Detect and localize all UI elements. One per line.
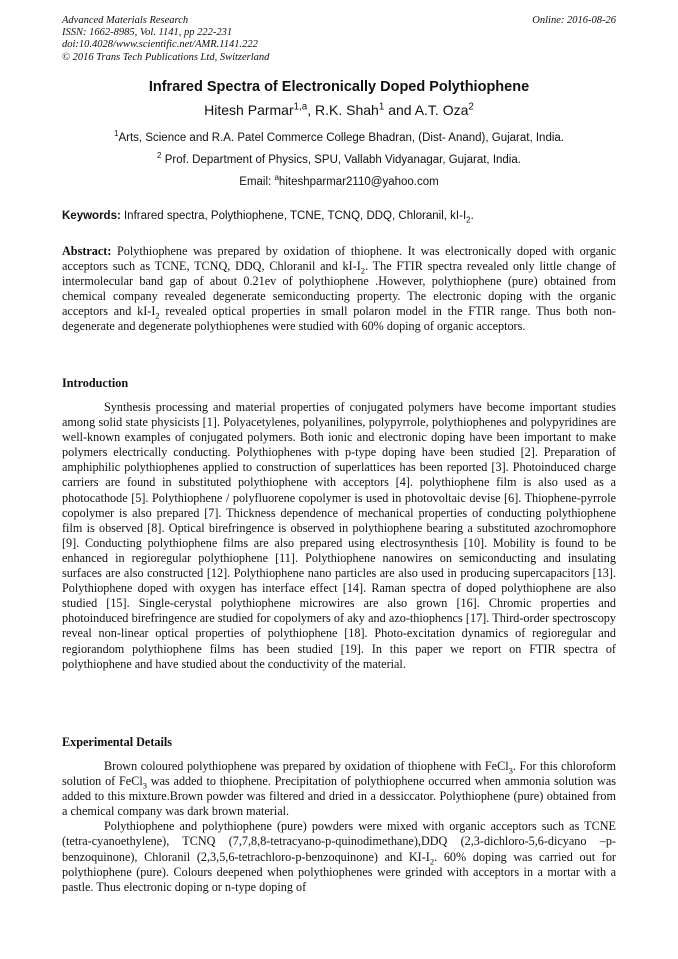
abstract-subscript: 2	[360, 265, 366, 276]
experimental-heading: Experimental Details	[62, 735, 173, 749]
doi-line: doi:10.4028/www.scientific.net/AMR.1141.222	[62, 39, 258, 51]
email-prefix: Email:	[239, 176, 275, 188]
affiliation-mark: 2	[157, 151, 162, 161]
author-name: Hitesh Parmar	[204, 102, 294, 118]
paper-title: Infrared Spectra of Electronically Doped Polythiophene	[148, 79, 530, 95]
author-separator: ,	[307, 102, 316, 118]
keywords-label: Keywords:	[62, 210, 121, 222]
journal-header	[62, 15, 442, 64]
affiliation-text: Prof. Department of Physics, SPU, Vallabh Vidyanagar, Gujarat, India.	[161, 154, 521, 166]
introduction-paragraph: Synthesis processing and material properties of conjugated polymers have become important studies among solid state physicists [1]. Polyacetylenes, polyanilines, polypyrrole, polythiophenes and polypyridines are well-known examples of conjugated polymers. Both ionic and electronic doping have been important to make polymers electrically conducting. Polythiophenes with p-type doping have been studied [2]. Preparation of amphiphilic polythiophenes applied to construction of superlattices has been reported [3]. Photoinduced charge carriers are found in substituted polythiophene with acceptors [4]. polythiophene film is also used as a photocathode [5]. Polythiophene / polyfluorene copolymer is used in photovoltaic devise [6]. Thiophene-pyrrole copolymer is also prepared [7]. Thickness dependence of mechanical properties of conducting polythiophene film is observed [8]. Optical birefringence is observed in polythiophene bearing a substituted azochromophore [9]. Conducting polythiophene films are also prepared using electrosynthesis [10]. Mobility is found to be enhanced in regioregular polythiophene [11]. Polythiophene nanowires on semiconducting and insulating surfaces are also constructed [12]. Polythiophene nano particles are also used in producing supercapacitors [13]. Polythiophene doped with oxygen has interface effect [14]. Raman spectra of doped polythiophene are also studied [15]. Single-cerystal polythiophene microwires are also grown [16]. Chromic properties and photoinduced birefringence are studied for copolymers of aky and azo-thiophencs [17]. Third-order spectroscopy reveal non-linear optical properties of polythiophene [18]. Photo-excitation dynamics of regioregular and regiorandom polythiophene films has been studied [19]. In this paper we report on FTIR spectra of polythiophene and have studied about the conductivity of the material.	[62, 400, 616, 671]
chemical-subscript: 3	[508, 765, 513, 776]
journal-name: Advanced Materials Research	[62, 15, 189, 26]
experimental-section	[62, 759, 616, 895]
author-email	[62, 175, 616, 189]
keywords-end: .	[470, 210, 474, 222]
abstract-subscript: 2	[155, 310, 160, 321]
experimental-paragraph-2	[62, 819, 616, 894]
author-separator: and	[384, 102, 415, 118]
abstract-text: revealed optical properties in small polaron model in the FTIR range. Thus both non-degenerate and degenerate polythiophenes were studied with 60% doping of organic acceptors.	[62, 304, 616, 334]
author-name: A.T. Oza	[414, 102, 469, 118]
abstract-text: Polythiophene was prepared by oxidation of thiophene. It was electronically doped with organic acceptors such as TCNE, TCNQ, DDQ, Chloranil and kI-I	[62, 244, 616, 274]
author-list	[62, 101, 616, 119]
keywords-subscript: 2	[466, 215, 471, 225]
online-date: Online: 2016-08-26	[532, 15, 616, 26]
keywords	[62, 209, 618, 223]
author-affiliation-mark: 1	[378, 101, 385, 113]
affiliation-1	[62, 131, 616, 145]
abstract-text: . The FTIR spectra revealed only little change of intermolecular band gap of about 0.21ev of polythiophene .However, polythiophene (pure) obtained from chemical company revealed degenerate semiconducting property. The electronic doping with the organic acceptors and kI-I	[62, 259, 616, 319]
paragraph-text: was added to thiophene. Precipitation of polythiophene occurred when ammonia solution was added to this mixture.Brown powder was filtered and dried in a dessiccator. Polythiophene (pure) obtained from a chemical company was dark brown material.	[62, 774, 616, 819]
chemical-subscript: 2	[429, 856, 435, 866]
experimental-paragraph-1	[62, 759, 616, 819]
email-mark: a	[274, 173, 279, 183]
introduction-heading: Introduction	[62, 376, 129, 390]
author-name: R.K. Shah	[315, 102, 379, 118]
affiliation-2	[62, 153, 616, 167]
author-affiliation-mark: 2	[468, 101, 474, 113]
introduction-section	[62, 400, 616, 672]
chemical-subscript: 3	[142, 780, 147, 791]
author-affiliation-mark: 1,a	[293, 101, 308, 113]
keywords-text: Infrared spectra, Polythiophene, TCNE, TCNQ, DDQ, Chloranil, kI-I	[120, 210, 467, 222]
issn-line: ISSN: 1662-8985, Vol. 1141, pp 222-231	[62, 27, 233, 39]
abstract-label: Abstract:	[62, 244, 112, 258]
affiliation-text: Arts, Science and R.A. Patel Commerce College Bhadran, (Dist- Anand), Gujarat, India.	[118, 132, 564, 144]
paragraph-text: Brown coloured polythiophene was prepared by oxidation of thiophene with FeCl	[104, 759, 509, 773]
paragraph-text: . 60% doping was carried out for polythiophene (pure). Colours deepened when polythiophenes were grinded with acceptors in a mortar with a pastle. Thus electronic doping or n-type doping of	[62, 849, 616, 894]
affiliation-mark: 1	[114, 129, 119, 139]
paragraph-text: Polythiophene and polythiophene (pure) powders were mixed with organic acceptors such as TCNE (tetra-cyanoethylene), TCNQ (7,7,8,8-tetracyano-p-quinodimethane),DDQ (2,3-dichloro-5,6-dicyano –p- benzoquinone), Chloranil (2,3,5,6-tetrachloro-p-benzoquinone) and KI-I	[62, 819, 616, 864]
abstract	[62, 244, 616, 335]
paragraph-text: . For this chloroform solution of FeCl	[62, 759, 616, 789]
email-address: hiteshparmar2110@yahoo.com	[278, 176, 439, 188]
copyright-line: © 2016 Trans Tech Publications Ltd, Switzerland	[62, 51, 270, 63]
